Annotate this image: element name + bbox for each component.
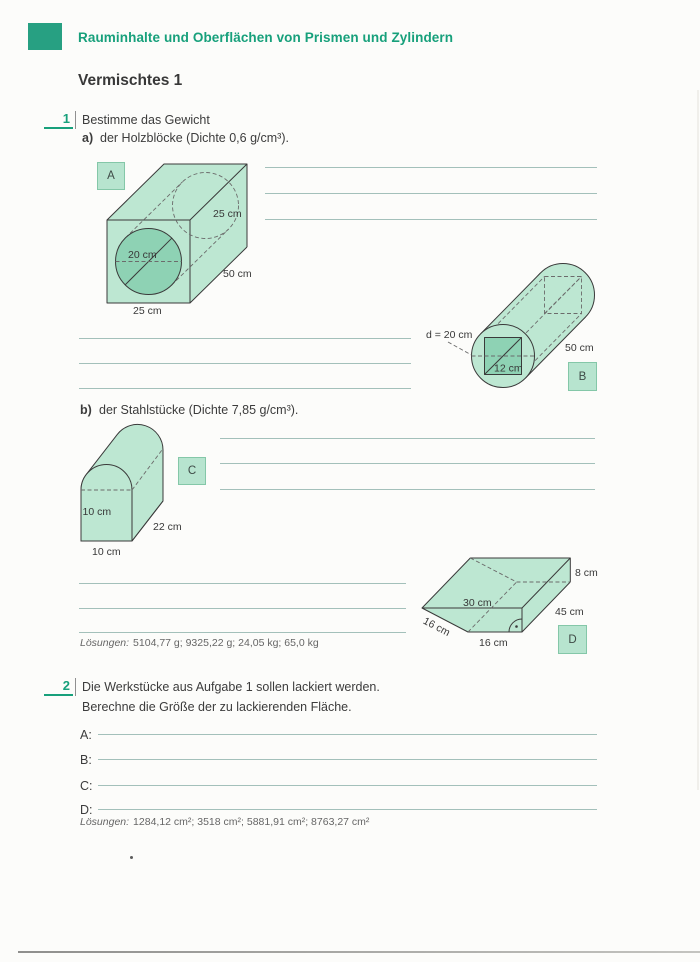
figure-d-tag: D	[558, 625, 587, 654]
answer-line	[79, 363, 411, 364]
front-face	[81, 465, 132, 542]
answer-line	[79, 583, 406, 584]
page-right-edge	[697, 90, 699, 790]
figure-d-bottom-label: 16 cm	[479, 637, 508, 649]
answer-line	[79, 608, 406, 609]
figure-b-length-label: 50 cm	[565, 342, 594, 354]
figure-c-length-label: 22 cm	[153, 521, 182, 533]
figure-a-height-label: 25 cm	[213, 208, 242, 220]
answer-line-b	[98, 759, 597, 760]
answer-line-c	[98, 785, 597, 786]
figure-d-top-label: 30 cm	[463, 597, 492, 609]
task2-number: 2	[44, 678, 73, 696]
task1-number: 1	[44, 111, 73, 129]
figure-a-diameter-label: 20 cm	[128, 249, 157, 261]
task1-prompt: Bestimme das Gewicht	[82, 113, 210, 127]
answer-line	[220, 489, 595, 490]
scan-speck	[130, 856, 133, 859]
task2-row-label-b: B:	[80, 753, 92, 767]
answer-line	[79, 338, 411, 339]
task1-solutions	[80, 637, 319, 649]
answer-line	[265, 193, 597, 194]
figure-c-halfcylinder-prism	[76, 418, 216, 560]
figure-d-slant-label: 16 cm	[421, 615, 452, 639]
answer-line-a	[98, 734, 597, 735]
chapter-marker-square	[28, 23, 62, 50]
answer-line	[265, 167, 597, 168]
task1-solutions-label: Lösungen:	[80, 637, 130, 649]
task2-solutions	[80, 816, 369, 828]
task2-solutions-label: Lösungen:	[80, 816, 130, 828]
page-bottom-edge	[18, 951, 700, 953]
task1-divider	[75, 111, 76, 129]
task1-part-a-text: der Holzblöcke (Dichte 0,6 g/cm³).	[100, 131, 289, 145]
answer-line	[220, 463, 595, 464]
figure-d-length-label: 45 cm	[555, 606, 584, 618]
figure-b-diameter-label: d = 20 cm	[426, 329, 473, 341]
figure-c-height-label: 10 cm	[82, 506, 112, 518]
task1-part-b-text: der Stahlstücke (Dichte 7,85 g/cm³).	[99, 403, 299, 417]
task2-divider	[75, 678, 76, 696]
answer-line-d	[98, 809, 597, 810]
answer-line	[79, 632, 406, 633]
figure-a-width-label: 25 cm	[133, 305, 162, 317]
chapter-title: Rauminhalte und Oberflächen von Prismen und Zylindern	[78, 30, 454, 45]
figure-c-tag: C	[178, 457, 206, 485]
figure-a-tag: A	[97, 162, 125, 190]
page-title: Vermischtes 1	[78, 72, 183, 89]
answer-line	[220, 438, 595, 439]
figure-c-width-label: 10 cm	[92, 546, 121, 558]
task1-part-b-label: b)	[80, 403, 92, 417]
task1-part-a-label: a)	[82, 131, 94, 145]
task2-row-label-c: C:	[80, 779, 93, 793]
task2-solutions-values: 1284,12 cm²; 3518 cm²; 5881,91 cm²; 8763,27 cm²	[133, 816, 370, 828]
figure-b-side-label: 12 cm	[494, 362, 523, 375]
figure-a-length-label: 50 cm	[223, 268, 252, 280]
answer-line	[79, 388, 411, 389]
figure-b-tag: B	[568, 362, 597, 391]
task2-row-label-d: D:	[80, 803, 93, 817]
task2-prompt-line2: Berechne die Größe der zu lackierenden Fläche.	[82, 700, 352, 714]
task2-row-label-a: A:	[80, 728, 92, 742]
figure-d-height-label: 8 cm	[575, 567, 598, 579]
task1-solutions-values: 5104,77 g; 9325,22 g; 24,05 kg; 65,0 kg	[133, 637, 319, 649]
answer-line	[265, 219, 597, 220]
task2-prompt-line1: Die Werkstücke aus Aufgabe 1 sollen lackiert werden.	[82, 680, 380, 694]
